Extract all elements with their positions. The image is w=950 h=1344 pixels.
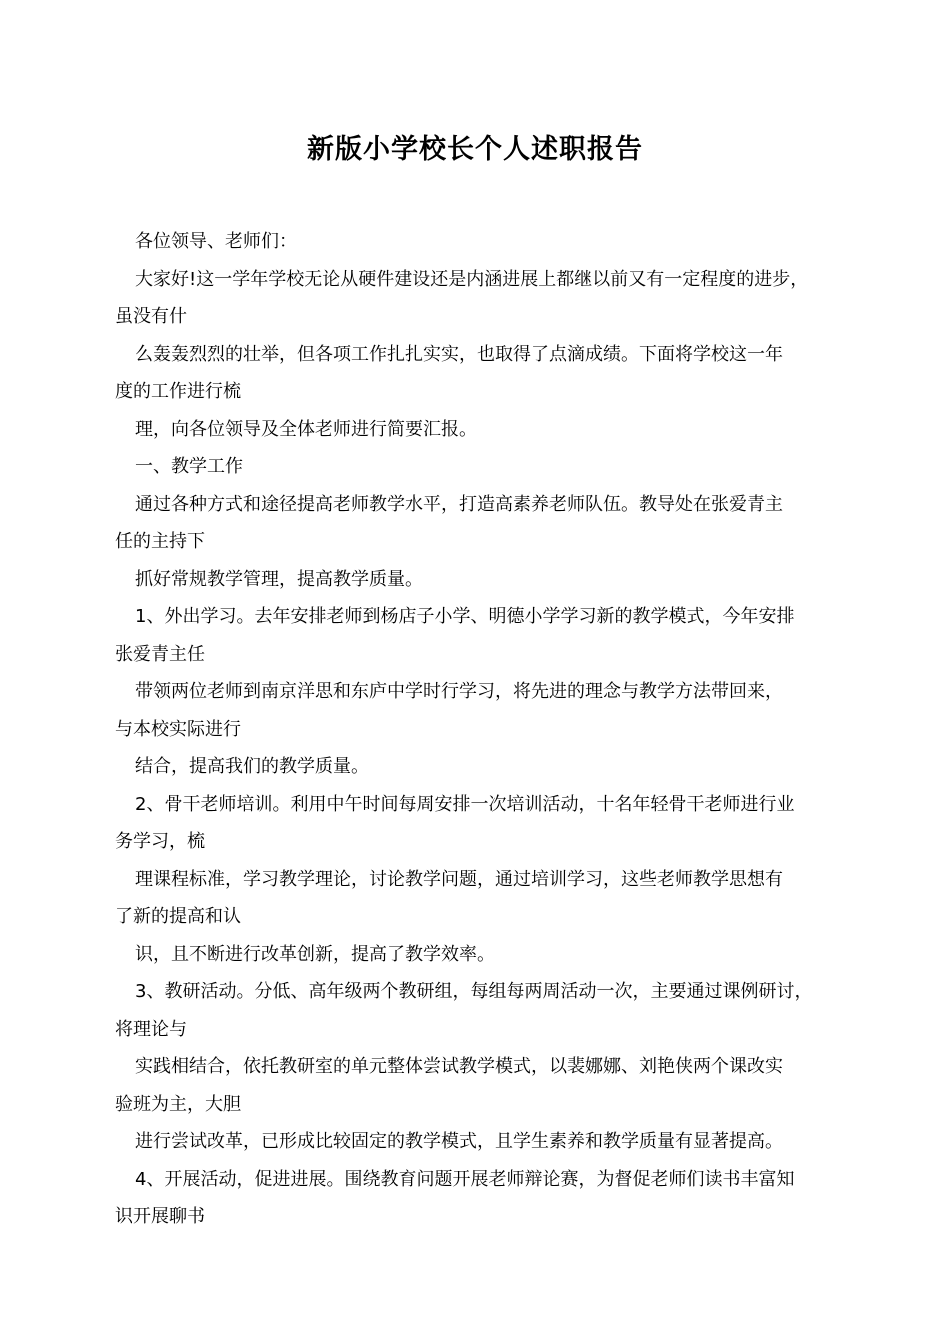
text-line: 了新的提高和认 [115,906,241,927]
text-line: 识开展聊书 [115,1206,205,1227]
text-line: 大家好!这一学年学校无论从硬件建设还是内涵进展上都继以前又有一定程度的进步， [135,268,809,290]
text-line: 张爱青主任 [115,643,205,665]
text-line: 2、骨干老师培训。利用中午时间每周安排一次培训活动，十名年轻骨干老师进行业 [135,793,795,815]
text-line: 识，且不断进行改革创新，提高了教学效率。 [135,943,495,965]
text-line: 实践相结合，依托教研室的单元整体尝试教学模式，以裴娜娜、刘艳侠两个课改实 [135,1056,783,1077]
text-line: 与本校实际进行 [115,718,241,740]
text-line: 通过各种方式和途径提高老师教学水平，打造高素养老师队伍。教导处在张爱青主 [135,493,783,515]
text-line: 验班为主，大胆 [115,1093,241,1115]
text-line: 带领两位老师到南京洋思和东庐中学时行学习，将先进的理念与教学方法带回来， [135,681,783,702]
text-line: 虽没有什 [115,306,187,327]
text-line: 进行尝试改革，已形成比较固定的教学模式，且学生素养和教学质量有显著提高。 [135,1131,783,1152]
text-line: 任的主持下 [115,531,205,552]
text-line: 么轰轰烈烈的壮举，但各项工作扎扎实实，也取得了点滴成绩。下面将学校这一年 [135,343,783,365]
text-line: 结合，提高我们的教学质量。 [135,756,369,777]
text-line: 3、教研活动。分低、高年级两个教研组，每组每两周活动一次，主要通过课例研讨， [135,981,813,1002]
section-heading: 一、教学工作 [135,456,243,477]
text-line: 1、外出学习。去年安排老师到杨店子小学、明德小学学习新的教学模式，今年安排 [135,606,795,627]
document-title: 新版小学校长个人述职报告 [307,134,643,165]
text-line: 各位领导、老师们： [135,231,297,252]
text-line: 务学习，梳 [115,831,205,852]
text-line: 度的工作进行梳 [115,381,241,402]
text-line: 4、开展活动，促进进展。围绕教育问题开展老师辩论赛，为督促老师们读书丰富知 [135,1168,795,1190]
text-line: 将理论与 [115,1018,187,1040]
text-line: 理课程标准，学习教学理论，讨论教学问题，通过培训学习，这些老师教学思想有 [135,868,783,890]
text-line: 抓好常规教学管理，提高教学质量。 [135,568,423,590]
document-body [115,223,845,1236]
text-line: 理，向各位领导及全体老师进行简要汇报。 [135,418,477,440]
